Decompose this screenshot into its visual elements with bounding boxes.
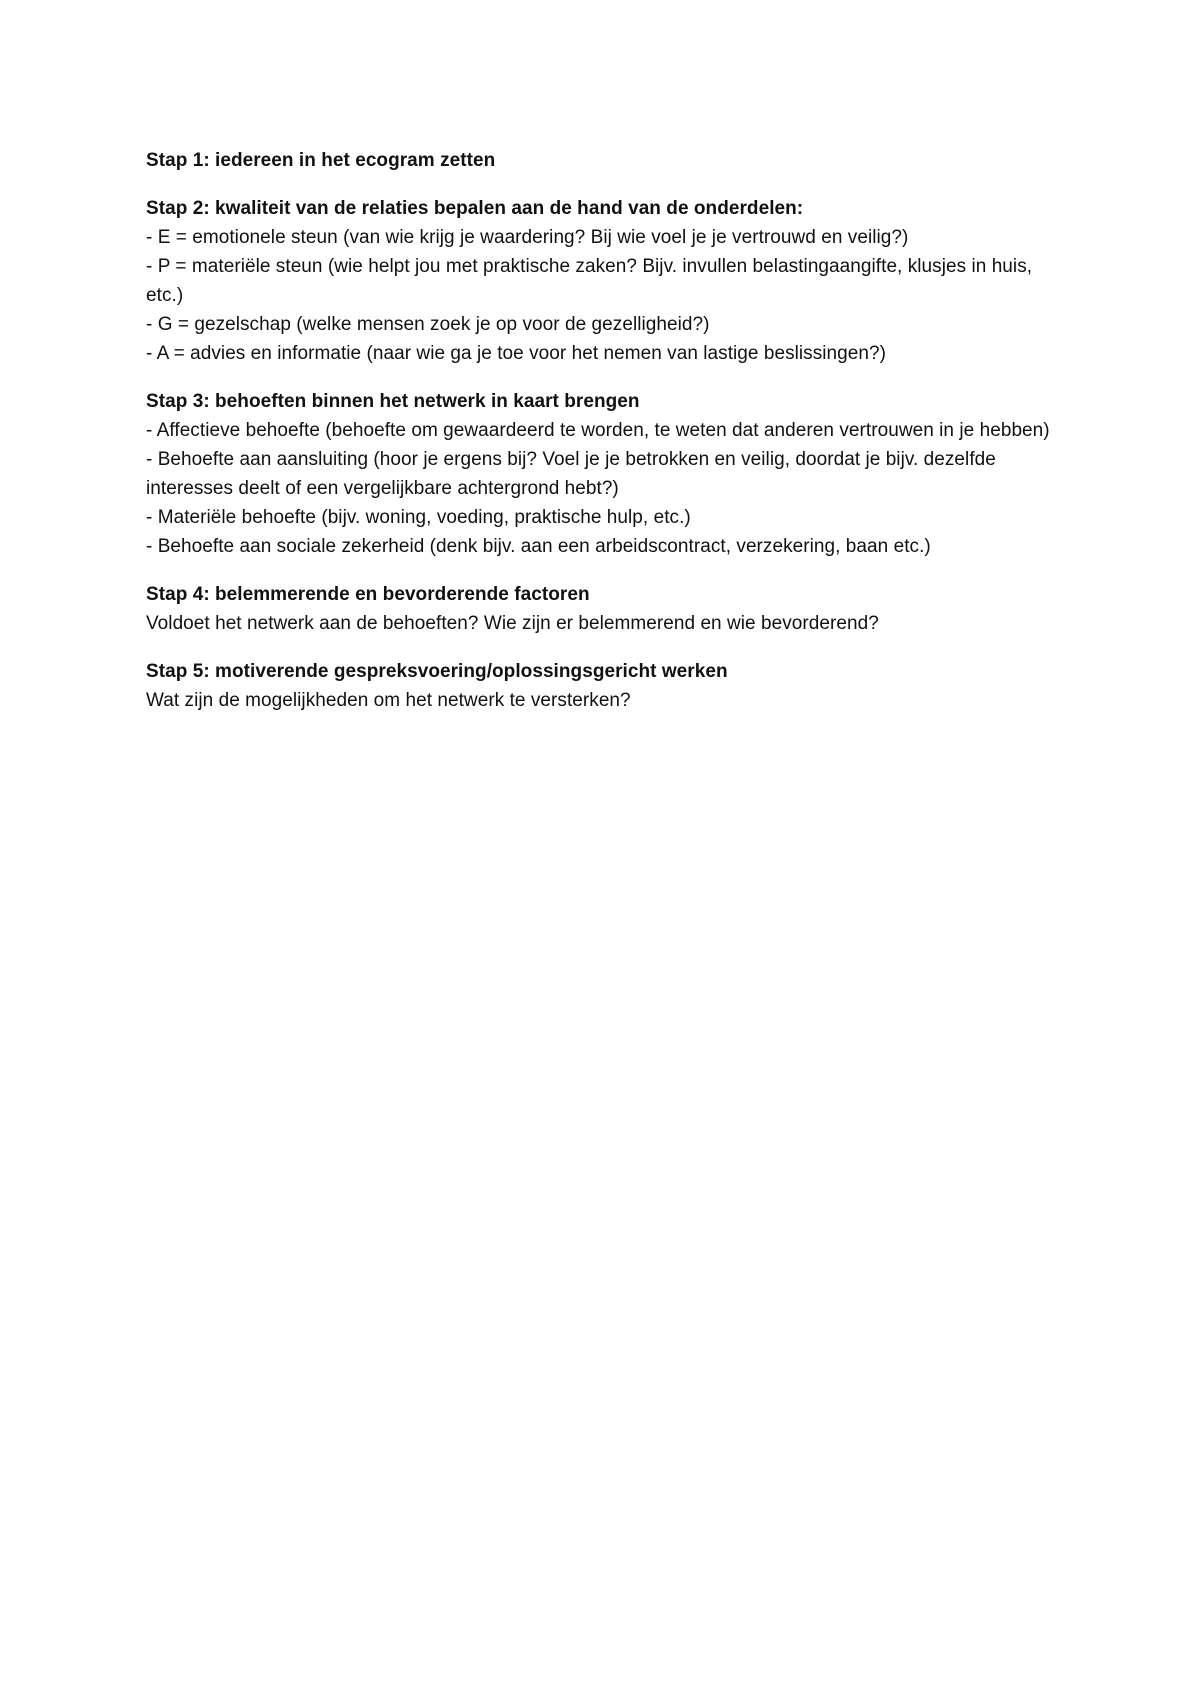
list-item: - Behoefte aan aansluiting (hoor je ergens bij? Voel je je betrokken en veilig, doordat je bijv. dezelfde interesses deelt of een vergelijkbare achtergrond hebt?) <box>146 449 996 499</box>
step-5 <box>146 657 1066 715</box>
step-heading: Stap 3: behoeften binnen het netwerk in kaart brengen <box>146 391 640 412</box>
paragraph: Wat zijn de mogelijkheden om het netwerk te versterken? <box>146 690 631 711</box>
step-heading: Stap 1: iedereen in het ecogram zetten <box>146 150 496 171</box>
list-item: - G = gezelschap (welke mensen zoek je op voor de gezelligheid?) <box>146 314 710 335</box>
list-item: - E = emotionele steun (van wie krijg je waardering? Bij wie voel je je vertrouwd en veilig?) <box>146 227 909 248</box>
list-item: - P = materiële steun (wie helpt jou met praktische zaken? Bijv. invullen belastingaangifte, klusjes in huis, etc.) <box>146 256 1033 306</box>
list-item: - A = advies en informatie (naar wie ga je toe voor het nemen van lastige beslissingen?) <box>146 343 887 364</box>
step-1 <box>146 146 1066 175</box>
step-heading: Stap 5: motiverende gespreksvoering/oplossingsgericht werken <box>146 661 728 682</box>
step-heading: Stap 4: belemmerende en bevorderende factoren <box>146 584 590 605</box>
paragraph: Voldoet het netwerk aan de behoeften? Wie zijn er belemmerend en wie bevorderend? <box>146 613 879 634</box>
step-4 <box>146 580 1066 638</box>
step-2 <box>146 194 1066 368</box>
list-item: - Behoefte aan sociale zekerheid (denk bijv. aan een arbeidscontract, verzekering, baan etc.) <box>146 536 931 557</box>
step-3 <box>146 387 1066 561</box>
step-heading: Stap 2: kwaliteit van de relaties bepalen aan de hand van de onderdelen: <box>146 198 804 219</box>
list-item: - Materiële behoefte (bijv. woning, voeding, praktische hulp, etc.) <box>146 507 691 528</box>
list-item: - Affectieve behoefte (behoefte om gewaardeerd te worden, te weten dat anderen vertrouwen in je hebben) <box>146 420 1050 441</box>
document-page <box>146 146 1066 734</box>
